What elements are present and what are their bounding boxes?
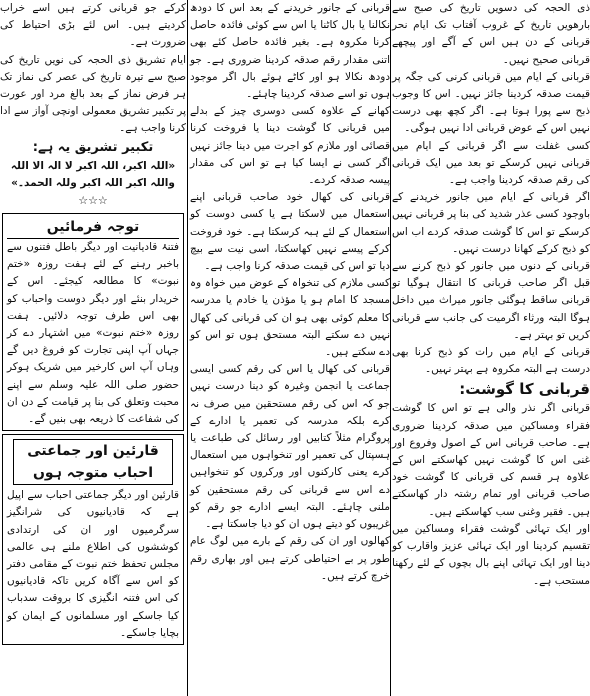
paragraph: قربانی کے ایام میں رات کو ذبح کرنا بھی درست ہے البتہ مکروہ ہے بہتر نہیں۔ (392, 346, 590, 376)
paragraph: قربانی اگر نذر والی ہے تو اس کا گوشت فقراء ومساکین میں صدقہ کردینا ضروری ہے۔ صاحب قربانی اس کے اصول وفروع اور غنی اس کا گوشت نہیں کھاسکتے اس کے علاوہ ہر قسم کی قربانی کا گوشت خود صاحب قربانی اور تمام رشتہ دار کھاسکتے ہیں۔ فقیر وغنی سب کھاسکتے ہیں۔ (392, 402, 590, 518)
appeal-box (2, 434, 184, 645)
notice-body: فتنۂ قادیانیت اور دیگر باطل فتنوں سے باخبر رہنے کے لئے ہفت روزہ «ختم نبوت» کا مطالعہ کیجئے۔ اس کے خریدار بنئے اور دیگر دوست واحباب کو بھی اس طرف توجہ دلائیں۔ ہفت روزہ «ختم نبوت» میں اشتہار دے کر جہاں آپ اپنی تجارت کو فروغ دیں گے وہاں آپ اس کارخیر میں شریک ہوکر حضور صلی اللہ علیہ وسلم سے اپنے محبت وتعلق کی بنا پر قیامت کے دن ان کی شفاعت کا ذریعہ بھی بنیں گے۔ (7, 241, 179, 426)
paragraph: قربانی کے ایام میں قربانی کرنی کی جگہ پر قیمت صدقہ کردینا جائز نہیں۔ اس کا وجوب ذبح سے پورا ہوتا ہے۔ اگر کچھ بھی درست نہیں اس کے عوض قربانی ادا نہیں ہوگی۔ (392, 70, 590, 135)
appeal-body: قارئین اور دیگر جماعتی احباب سے اپیل ہے کہ قادیانیوں کی شرانگیز سرگرمیوں اور ان کی ارتدادی کوششوں کی اطلاع ملنے ہی عالمی مجلس تحفظ ختم نبوت کے مقامی دفتر کو اس سے آگاہ کریں تاکہ قادیانیوں کی اس فتنہ انگیزی کا بروقت سدباب کیا جاسکے اور مسلمانوں کے ایمان کو بچایا جاسکے۔ (7, 489, 179, 639)
paragraph: قربانی کے دنوں میں جانور کو ذبح کرنے سے قبل اگر صاحب قربانی کا انتقال ہوگیا تو قربانی ساقط ہوگئی جانور میراث میں داخل ہوگا البتہ ورثاء اگرمیت کی جانب سے قربانی کریں تو بہتر ہے۔ (392, 260, 590, 341)
paragraph: کھالوں اور ان کی رقم کے بارے میں لوگ عام طور پر بے احتیاطی کرتے ہیں اور بھاری رقم خرچ کرتے ہیں۔ (190, 535, 390, 582)
takbir-text: «اللہ اکبر، اللہ اکبر لا الہ الا اللہ واللہ اکبر اللہ اکبر وللہ الحمد۔» (10, 159, 176, 189)
paragraph: ایام تشریق ذی الحجہ کی نویں تاریخ کی صبح سے تیرہ تاریخ کی عصر کی نماز تک ہر فرض نماز کے بعد بالغ مرد اور عورت پر تکبیر تشریق معمولی اونچی آواز سے ادا کرنا واجب ہے۔ (0, 53, 186, 135)
paragraph: کسی غفلت سے اگر قربانی کے ایام میں قربانی نہیں کرسکے تو بعد میں ایک قربانی کی رقم صدقہ کردینا واجب ہے۔ (392, 139, 590, 187)
appeal-title: قارئین اور جماعتی احباب متوجہ ہوں (13, 439, 173, 485)
paragraph: کھانے کے علاوہ کسی دوسری چیز کے بدلے میں قربانی کا گوشت دینا یا فروخت کرنا قصائی اور ملازم کو اجرت میں دینا جائز نہیں اگر کسی نے ایسا کیا ہے تو اس کی مقدار پیسہ صدقہ کردے۔ (190, 105, 390, 187)
paragraph: اور ایک تہائی گوشت فقراء ومساکین میں تقسیم کردینا اور ایک تہائی عزیز واقارب کو دینا اور ایک تہائی اپنے بال بچوں کے لئے رکھنا مستحب ہے۔ (392, 522, 590, 587)
paragraph: اگر قربانی کے ایام میں جانور خریدنے کے باوجود کسی عذر شدید کی بنا پر قربانی نہیں کرسکے تو اس کا گوشت صدقہ کردے اب اس کو ذبح کرکے کھانا درست نہیں۔ (392, 191, 590, 255)
section-heading: قربانی کا گوشت: (459, 380, 590, 399)
column-right (392, 0, 590, 696)
takbir-heading: تکبیر تشریق یہ ہے: (32, 139, 154, 155)
column-middle (190, 0, 390, 696)
column-divider (187, 0, 188, 696)
column-left (0, 0, 186, 696)
paragraph: ذی الحجہ کی دسویں تاریخ کی صبح سے بارھویں تاریخ کے غروب آفتاب تک ایام نحر قربانی کے دن ہیں اس کے آگے اور پیچھے قربانی صحیح نہیں۔ (392, 2, 590, 66)
paragraph: کرکے جو قربانی کرتے ہیں اسے خراب کردیتے ہیں۔ اس لئے بڑی احتیاط کی ضرورت ہے۔ (0, 2, 186, 49)
paragraph: کسی ملازم کی تنخواہ کے عوض میں خواہ وہ مسجد کا امام ہو یا مؤذن یا خادم یا مدرسہ کا معلم کوئی بھی ہو ان کی قربانی کی کھال نہیں دے سکتے البتہ مستحق ہوں تو اس کو دے سکتے ہیں۔ (190, 277, 390, 359)
stars-divider: ☆☆☆ (78, 194, 108, 208)
notice-box (2, 213, 184, 431)
column-divider (390, 0, 391, 696)
paragraph: قربانی کے جانور خریدنے کے بعد اس کا دودھ نکالنا یا بال کاٹنا یا اس سے کوئی فائدہ حاصل کرنا مکروہ ہے۔ بغیر فائدہ حاصل کئے بھی اتنی مقدار رقم صدقہ کردینا ضروری ہے۔ جو دودھ نکالا ہو اور کاٹے ہوئے بال اگر موجود ہوں تو اسے صدقہ کردینا چاہئے۔ (190, 2, 390, 101)
paragraph: قربانی کی کھال یا اس کی رقم کسی ایسی جماعت یا انجمن وغیرہ کو دینا درست نہیں جو کہ اس کی رقم مستحقین میں صرف نہ کرے بلکہ مدرسہ کی تعمیر یا ادارے کے پروگرام مثلاً کتابیں اور رسائل کی طباعت یا ہسپتال کی تعمیر اور تنخواہوں میں استعمال کرے یعنی کارکنوں اور ورکروں کو تنخواہیں دے اس سے قربانی کی رقم مستحقین کو ملنی چاہئے۔ البتہ ایسے ادارے جو رقم کو غریبوں کو دیتے ہوں ان کو دیا جاسکتا ہے۔ (190, 363, 390, 531)
notice-title: توجہ فرمائیں (7, 216, 179, 239)
paragraph: قربانی کی کھال خود صاحب قربانی اپنے استعمال میں لاسکتا ہے یا کسی دوست کو استعمال کے لئے ہبہ کرسکتا ہے۔ خود فروخت کرکے پیسے نہیں کھاسکتا، اسی نیت سے بیچ دیا تو اس کی قیمت صدقہ کرنا واجب ہے۔ (190, 191, 390, 273)
